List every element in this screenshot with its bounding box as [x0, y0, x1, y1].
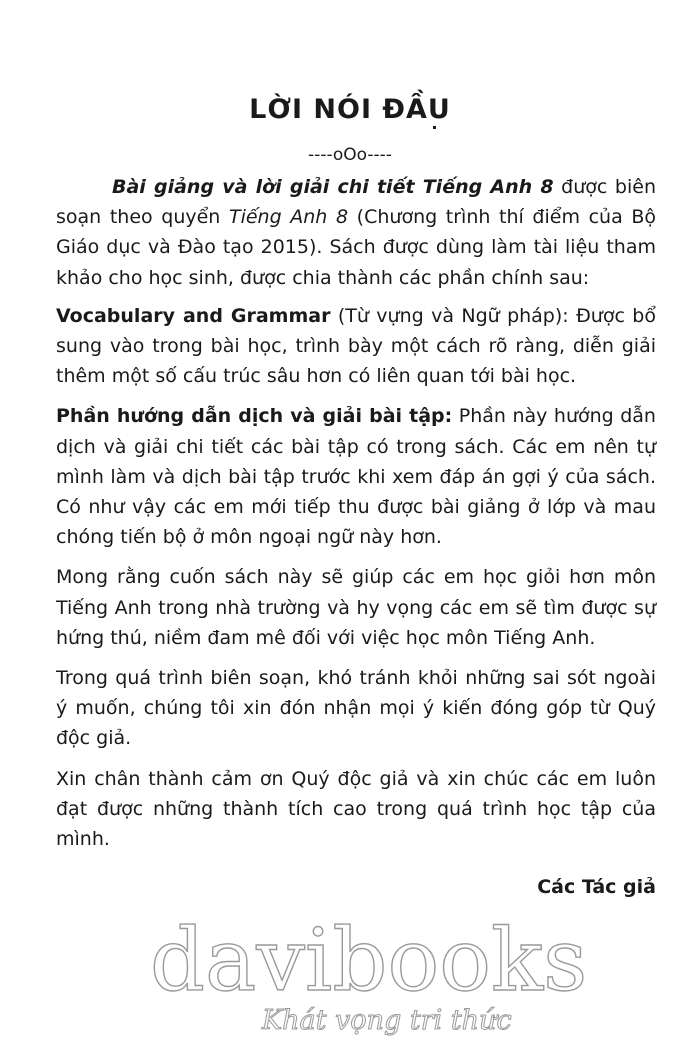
author-signature: Các Tác giả: [537, 876, 656, 898]
vocabulary-heading: Vocabulary and Grammar: [56, 304, 331, 327]
watermark-logo: davibooks: [150, 911, 588, 1011]
vocabulary-paragraph: [56, 301, 656, 392]
title-separator: ----oOo----: [308, 145, 392, 165]
thanks-paragraph: Xin chân thành cảm ơn Quý độc giả và xin chúc các em luôn đạt được những thành tích cao trong quá trình học tập của mình.: [56, 767, 656, 851]
intro-text-1: được biên soạn theo quyển: [56, 176, 656, 229]
exercise-text: Phần này hướng dẫn dịch và giải chi tiết các bài tập có trong sách. Các em nên tự mình làm và dịch bài tập trước khi xem đáp án gợi ý của sách. Có như vậy các em mới tiếp thu được bài giảng ở lớp và mau chóng tiến bộ ở môn ngoại ngữ này hơn.: [56, 405, 656, 549]
intro-text-2: (Chương trình thí điểm của Bộ Giáo dục và Đào tạo 2015). Sách được dùng làm tài liệu tham khảo cho học sinh, được chia thành các phần chính sau:: [56, 206, 656, 289]
stray-dot: [433, 126, 436, 129]
feedback-paragraph: Trong quá trình biên soạn, khó tránh khỏi những sai sót ngoài ý muốn, chúng tôi xin đón nhận mọi ý kiến đóng góp từ Quý độc giả.: [56, 667, 656, 750]
watermark-slogan: Khát vọng tri thức: [262, 1005, 512, 1036]
page-title: LỜI NÓI ĐẦU: [249, 94, 451, 125]
document-body: [56, 172, 656, 864]
exercise-paragraph: [56, 401, 656, 552]
vocabulary-text: (Từ vựng và Ngữ pháp): Được bổ sung vào trong bài học, trình bày một cách rõ ràng, diễn giải thêm một số cấu trúc sâu hơn có liên quan tới bài học.: [56, 304, 656, 388]
book-title: Bài giảng và lời giải chi tiết Tiếng Anh 8: [112, 176, 554, 198]
exercise-heading: Phần hướng dẫn dịch và giải bài tập:: [56, 405, 453, 428]
intro-paragraph: [56, 172, 656, 293]
book-reference: Tiếng Anh 8: [228, 206, 349, 229]
hope-paragraph: Mong rằng cuốn sách này sẽ giúp các em học giỏi hơn môn Tiếng Anh trong nhà trường và hy vọng các em sẽ tìm được sự hứng thú, niềm đam mê đối với việc học môn Tiếng Anh.: [56, 566, 656, 649]
